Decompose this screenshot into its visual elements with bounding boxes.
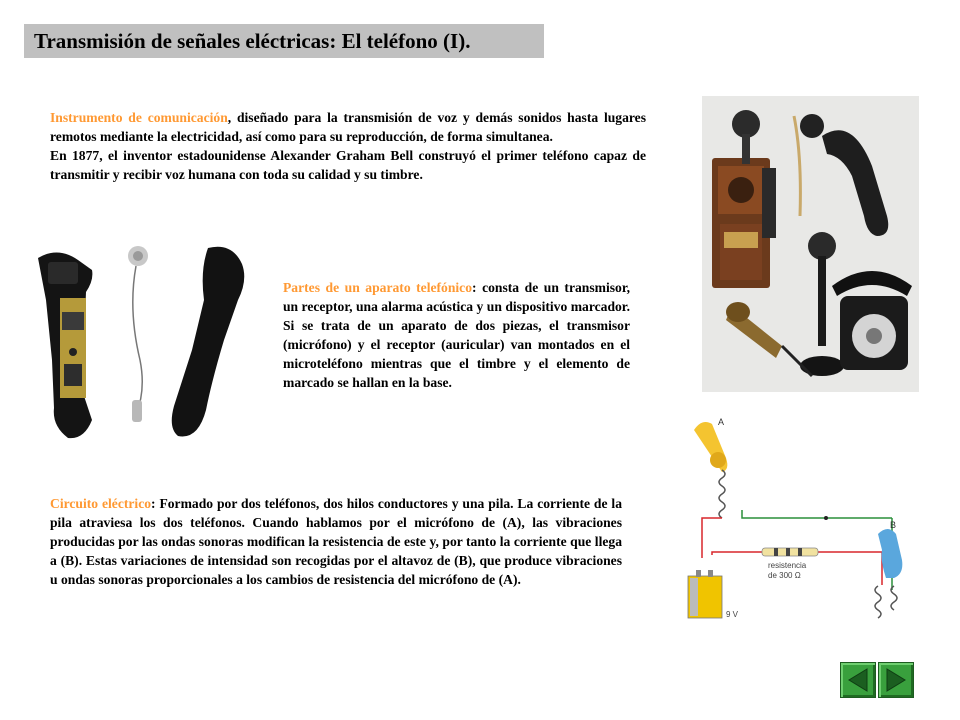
- antique-telephones-image: [702, 96, 919, 392]
- parts-text: : consta de un transmisor, un receptor, una alarma acústica y un dispositivo marcador. Si se trata de un aparato de dos piezas, el transmisor (micrófono) y el receptor (auricular) van montados en el microteléfono mientras que el timbre y el elemento de marcado se hallan en la base.: [283, 280, 631, 390]
- circuit-highlight: Circuito eléctrico: [50, 496, 152, 511]
- parts-paragraph: [283, 278, 630, 392]
- label-b: B: [890, 520, 897, 530]
- intro-paragraph: [50, 108, 646, 184]
- next-button[interactable]: [878, 662, 914, 698]
- parts-highlight: Partes de un aparato telefónico: [283, 280, 473, 295]
- page-title: Transmisión de señales eléctricas: El teléfono (I).: [34, 29, 471, 53]
- triangle-right-icon: [879, 663, 913, 697]
- resistor-label-2: de 300 Ω: [768, 571, 801, 580]
- handset-parts-image: [28, 240, 260, 448]
- intro-highlight: Instrumento de comunicación: [50, 110, 228, 125]
- battery-label: 9 V: [726, 610, 739, 619]
- intro-text-2: En 1877, el inventor estadounidense Alexander Graham Bell construyó el primer teléfono capaz de transmitir y recibir voz humana con toda su calidad y su timbre.: [50, 148, 646, 182]
- circuit-paragraph: [50, 494, 622, 589]
- triangle-left-icon: [841, 663, 875, 697]
- previous-button[interactable]: [840, 662, 876, 698]
- title-bar: [24, 24, 544, 58]
- circuit-text: : Formado por dos teléfonos, dos hilos conductores y una pila. La corriente de la pila atraviesa los dos teléfonos. Cuando hablamos por el micrófono de (A), las vibraciones producidas por las ondas sonoras modifican la resistencia de este y, por tanto la corriente que llega a (B). Estas variaciones de intensidad son recogidas por el altavoz de (B), que produce vibraciones u ondas sonoras proporcionales a los cambios de resistencia del micrófono de (A).: [50, 496, 622, 587]
- resistor-label-1: resistencia: [768, 561, 807, 570]
- circuit-diagram: [682, 410, 922, 625]
- label-a: A: [718, 417, 725, 427]
- intro-text-1: , diseñado para la transmisión de voz y demás sonidos hasta lugares remotos mediante la electricidad, así como para su reproducción, de forma simultanea.: [50, 110, 646, 144]
